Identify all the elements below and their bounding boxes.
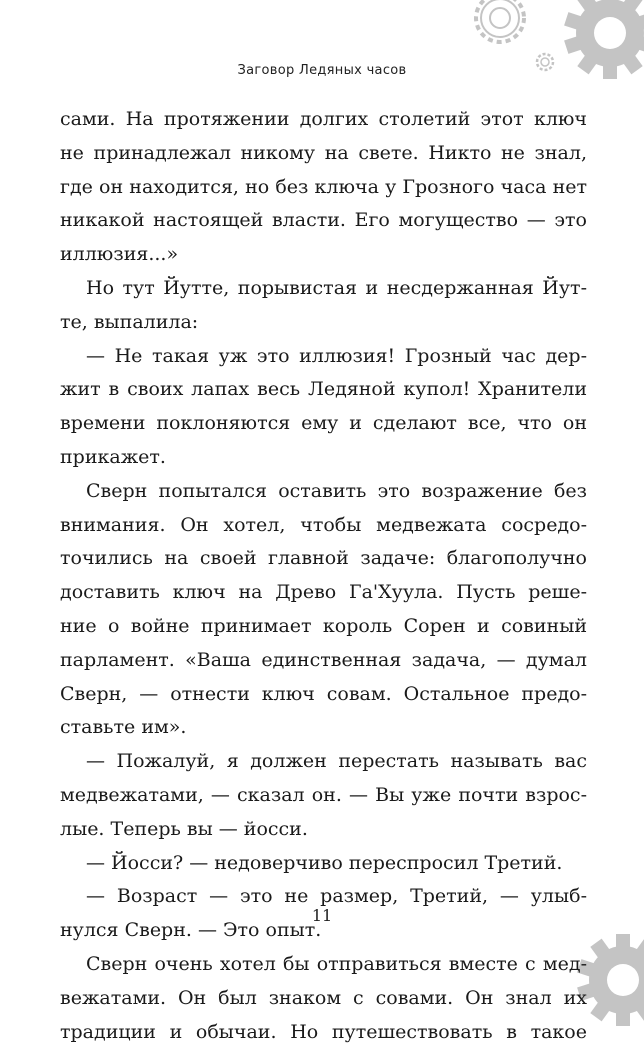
text-line: ние о войне принимает король Сорен и совиный xyxy=(60,614,587,637)
text-line: точились на своей главной задаче: благополучно xyxy=(60,547,587,570)
text-line: ставьте им». xyxy=(60,716,187,739)
text-line: иллюзия...» xyxy=(60,243,179,266)
text-line: Сверн попытался оставить это возражение без xyxy=(86,479,587,502)
text-line: те, выпалила: xyxy=(60,310,199,333)
gear-icon-medium-top xyxy=(468,0,532,50)
text-line: — Пожалуй, я должен перестать называть вас xyxy=(86,750,587,773)
text-line: доставить ключ на Древо Га'Хуула. Пусть реше- xyxy=(60,581,587,604)
text-line: вежатами. Он был знаком с совами. Он знал их xyxy=(60,986,587,1009)
text-line: нулся Сверн. — Это опыт. xyxy=(60,919,322,942)
text-line: жит в своих лапах весь Ледяной купол! Хранители xyxy=(60,378,587,401)
running-header: Заговор Ледяных часов xyxy=(237,63,407,78)
text-line: парламент. «Ваша единственная задача, — думал xyxy=(60,648,587,671)
text-line: Но тут Йутте, порывистая и несдержанная Йут- xyxy=(86,276,587,299)
text-line: прикажет. xyxy=(60,445,166,468)
text-line: внимания. Он хотел, чтобы медвежата сосредо- xyxy=(60,513,587,536)
text-line: — Не такая уж это иллюзия! Грозный час дер- xyxy=(86,344,587,367)
text-line: где он находится, но без ключа у Грозного часа нет xyxy=(60,175,587,198)
text-line: медвежатами, — сказал он. — Вы уже почти взрос- xyxy=(60,783,587,806)
text-line: — Возраст — это не размер, Третий, — улыб- xyxy=(86,885,587,908)
text-line: традиции и обычаи. Но путешествовать в такое xyxy=(60,1020,587,1043)
text-line: — Йосси? — недоверчиво переспросил Третий. xyxy=(86,851,563,874)
text-line: Сверн очень хотел бы отправиться вместе с мед- xyxy=(86,952,587,975)
text-line: никакой настоящей власти. Его могущество — это xyxy=(60,209,587,232)
page-number: 11 xyxy=(311,906,333,925)
text-line: лые. Теперь вы — йосси. xyxy=(60,817,308,840)
text-line: не принадлежал никому на свете. Никто не знал, xyxy=(60,141,587,164)
text-line: Сверн, — отнести ключ совам. Остальное предо- xyxy=(60,682,587,705)
text-line: сами. На протяжении долгих столетий этот ключ xyxy=(60,108,587,130)
text-line: времени поклоняются ему и сделают все, что он xyxy=(60,412,587,435)
